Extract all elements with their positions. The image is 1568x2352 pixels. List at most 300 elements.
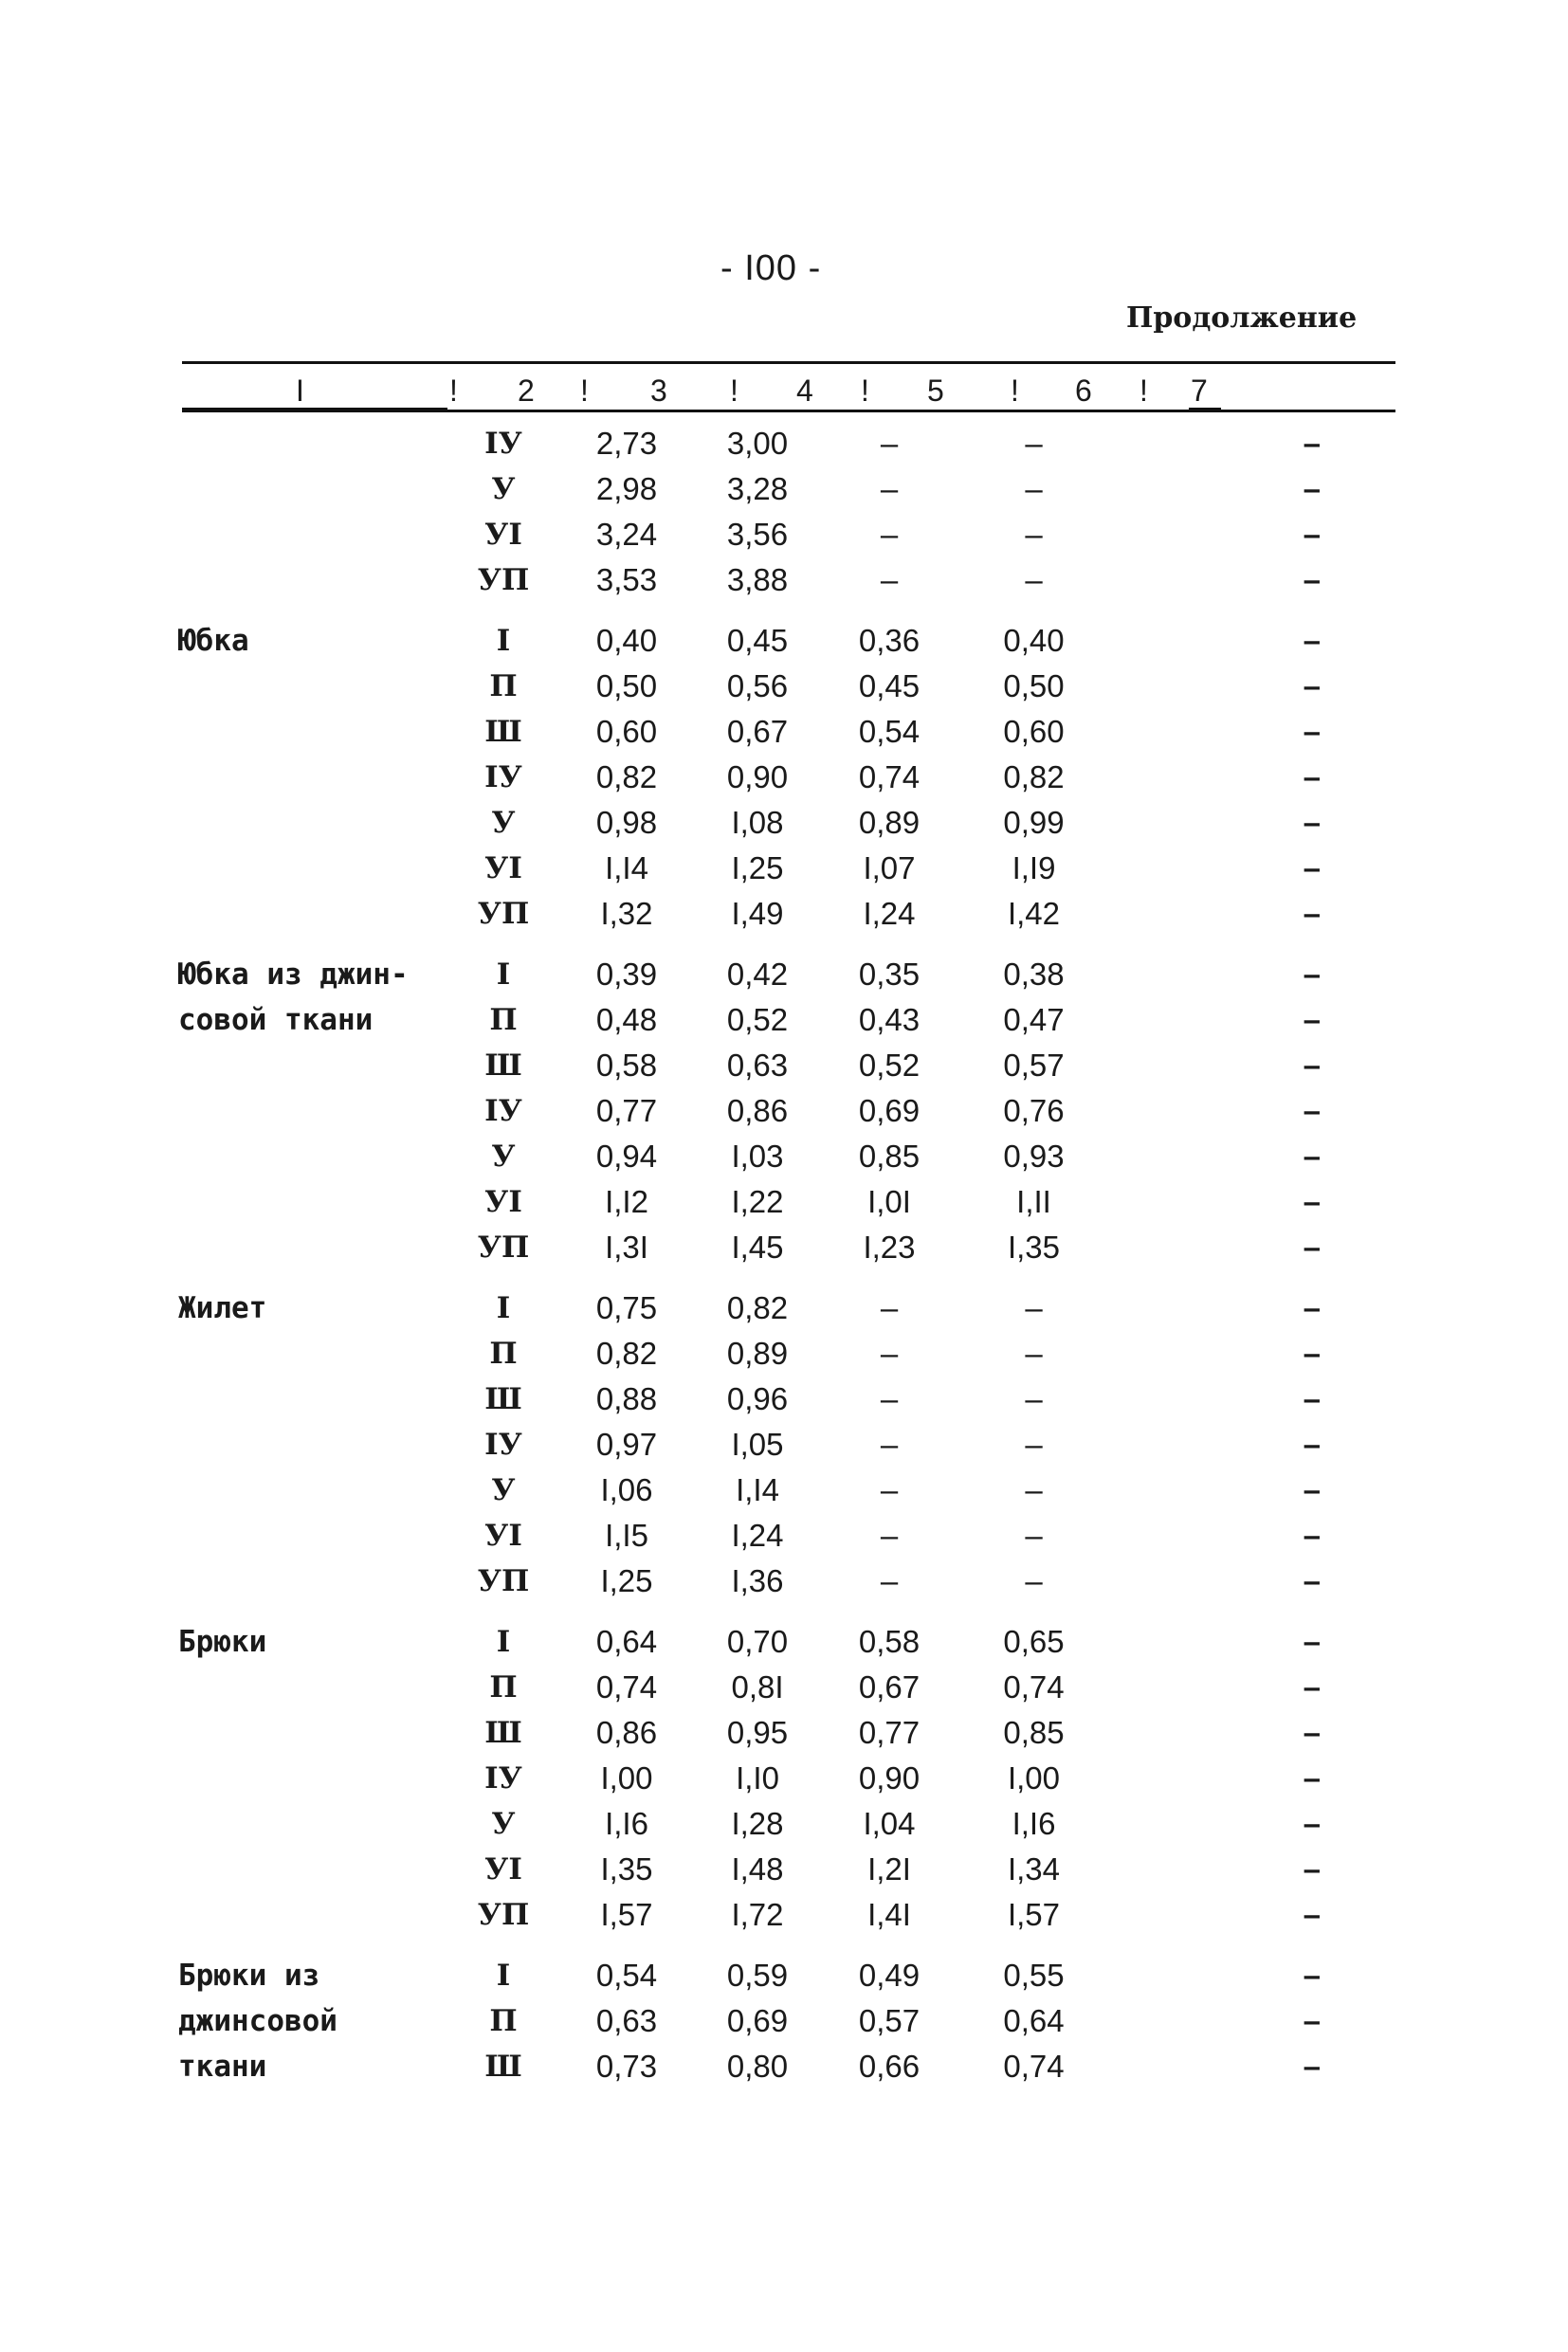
table-body (178, 421, 1321, 2089)
item-name-cell (178, 557, 446, 603)
item-name-cell (178, 709, 446, 755)
table-row (178, 1088, 1321, 1134)
cell-col-5: 0,54 (858, 714, 921, 749)
cell-col-4: 0,42 (726, 957, 789, 992)
cell-col-2: П (489, 669, 518, 703)
cell-col-3: 0,86 (595, 1715, 658, 1750)
cell-col-4: 0,70 (726, 1624, 789, 1659)
table-row (178, 1938, 1321, 1998)
cell-col-4: 3,00 (726, 426, 789, 461)
cell-col-7: – (1303, 805, 1321, 840)
cell-col-2: У (491, 472, 516, 506)
header-separator: ! (580, 374, 589, 408)
cell-col-7: – (1303, 1563, 1321, 1598)
cell-col-3: 0,58 (595, 1048, 658, 1083)
table-row (178, 1422, 1321, 1468)
cell-col-5: I,0I (867, 1184, 911, 1219)
item-name: Брюки из (178, 1959, 320, 1993)
cell-col-7: – (1303, 1230, 1321, 1265)
cell-col-4: 0,80 (726, 2049, 789, 2084)
cell-col-6: 0,60 (1003, 714, 1065, 749)
cell-col-7: – (1303, 1427, 1321, 1462)
table-row (178, 1559, 1321, 1604)
table-row (178, 421, 1321, 466)
cell-col-7: – (1303, 1669, 1321, 1705)
cell-col-5: 0,85 (858, 1139, 921, 1174)
table-row (178, 891, 1321, 937)
cell-col-6: – (1025, 562, 1043, 597)
cell-col-4: I,72 (731, 1897, 784, 1932)
column-header-5: 5 (927, 374, 944, 408)
table-row (178, 846, 1321, 891)
cell-col-2: УП (477, 1231, 530, 1265)
item-name-cell (178, 1179, 446, 1225)
item-name-cell (178, 997, 446, 1043)
cell-col-3: I,00 (600, 1760, 653, 1796)
cell-col-7: – (1303, 714, 1321, 749)
cell-col-3: 3,53 (595, 562, 658, 597)
cell-col-5: 0,77 (858, 1715, 921, 1750)
table-row (178, 1847, 1321, 1892)
cell-col-2: У (491, 1807, 516, 1841)
cell-col-4: I,48 (731, 1851, 784, 1887)
table-row (178, 1134, 1321, 1179)
cell-col-6: 0,76 (1003, 1093, 1065, 1128)
cell-col-3: I,57 (600, 1897, 653, 1932)
cell-col-3: I,25 (600, 1563, 653, 1598)
item-name-cell (178, 1847, 446, 1892)
cell-col-7: – (1303, 471, 1321, 506)
cell-col-2: IУ (484, 1094, 522, 1128)
item-name: совой ткани (178, 1003, 374, 1037)
cell-col-2: Ш (484, 2050, 522, 2084)
cell-col-5: 0,69 (858, 1093, 921, 1128)
cell-col-7: – (1303, 1760, 1321, 1796)
cell-col-5: – (880, 471, 899, 506)
table-row (178, 603, 1321, 664)
cell-col-6: 0,64 (1003, 2003, 1065, 2038)
cell-col-2: УП (477, 897, 530, 931)
cell-col-7: – (1303, 1806, 1321, 1841)
table-row (178, 800, 1321, 846)
cell-col-7: – (1303, 623, 1321, 658)
cell-col-6: – (1025, 517, 1043, 552)
table-row (178, 2044, 1321, 2089)
cell-col-3: 0,88 (595, 1381, 658, 1416)
table-row (178, 1801, 1321, 1847)
cell-col-3: 0,98 (595, 805, 658, 840)
page-number: - I00 - (720, 248, 822, 288)
cell-col-4: 3,56 (726, 517, 789, 552)
cell-col-5: – (880, 1381, 899, 1416)
header-separator: ! (730, 374, 738, 408)
cell-col-5: 0,35 (858, 957, 921, 992)
table-row (178, 1892, 1321, 1938)
cell-col-7: – (1303, 1002, 1321, 1037)
table-row (178, 1331, 1321, 1377)
cell-col-7: – (1303, 1518, 1321, 1553)
table-row (178, 709, 1321, 755)
table-row (178, 1225, 1321, 1270)
cell-col-3: 0,77 (595, 1093, 658, 1128)
cell-col-3: I,I5 (605, 1518, 648, 1553)
cell-col-2: У (491, 1473, 516, 1507)
cell-col-6: 0,57 (1003, 1048, 1065, 1083)
cell-col-6: – (1025, 1472, 1043, 1507)
cell-col-2: УП (477, 1564, 530, 1598)
cell-col-3: 2,98 (595, 471, 658, 506)
cell-col-6: 0,93 (1003, 1139, 1065, 1174)
item-name-cell (178, 2044, 446, 2089)
cell-col-5: 0,74 (858, 759, 921, 794)
cell-col-2: УI (484, 518, 522, 552)
item-name-cell (178, 755, 446, 800)
cell-col-3: 0,74 (595, 1669, 658, 1705)
cell-col-3: 0,40 (595, 623, 658, 658)
item-name-cell (178, 421, 446, 466)
cell-col-7: – (1303, 2003, 1321, 2038)
cell-col-3: 0,64 (595, 1624, 658, 1659)
cell-col-5: – (880, 1518, 899, 1553)
item-name-cell (178, 603, 446, 664)
cell-col-5: 0,66 (858, 2049, 921, 2084)
cell-col-6: I,35 (1007, 1230, 1061, 1265)
cell-col-2: УI (484, 851, 522, 885)
cell-col-5: 0,57 (858, 2003, 921, 2038)
cell-col-7: – (1303, 1472, 1321, 1507)
cell-col-6: 0,65 (1003, 1624, 1065, 1659)
cell-col-4: 0,69 (726, 2003, 789, 2038)
cell-col-7: – (1303, 1897, 1321, 1932)
table-row (178, 937, 1321, 997)
cell-col-6: 0,47 (1003, 1002, 1065, 1037)
cell-col-2: У (491, 1140, 516, 1174)
table-row (178, 466, 1321, 512)
cell-col-4: 0,63 (726, 1048, 789, 1083)
cell-col-4: 0,45 (726, 623, 789, 658)
cell-col-2: УП (477, 1898, 530, 1932)
cell-col-7: – (1303, 2049, 1321, 2084)
column-header-1: I (296, 374, 304, 408)
cell-col-6: – (1025, 1563, 1043, 1598)
item-name-cell (178, 1998, 446, 2044)
cell-col-3: 0,97 (595, 1427, 658, 1462)
cell-col-5: 0,49 (858, 1958, 921, 1993)
cell-col-6: I,II (1016, 1184, 1051, 1219)
cell-col-7: – (1303, 517, 1321, 552)
column-header-7: 7 (1191, 374, 1208, 408)
cell-col-5: 0,58 (858, 1624, 921, 1659)
item-name-cell (178, 1513, 446, 1559)
cell-col-2: Ш (484, 715, 522, 749)
cell-col-4: 0,90 (726, 759, 789, 794)
cell-col-5: 0,36 (858, 623, 921, 658)
item-name-cell (178, 1665, 446, 1710)
cell-col-4: 0,59 (726, 1958, 789, 1993)
item-name-cell (178, 891, 446, 937)
cell-col-7: – (1303, 1139, 1321, 1174)
item-name-cell (178, 1134, 446, 1179)
cell-col-2: Ш (484, 1716, 522, 1750)
cell-col-2: Ш (484, 1048, 522, 1083)
cell-col-6: 0,74 (1003, 1669, 1065, 1705)
table-row (178, 1179, 1321, 1225)
cell-col-7: – (1303, 1624, 1321, 1659)
cell-col-6: 0,82 (1003, 759, 1065, 794)
cell-col-7: – (1303, 562, 1321, 597)
table-row (178, 1377, 1321, 1422)
item-name-cell (178, 1331, 446, 1377)
table-row (178, 1043, 1321, 1088)
cell-col-3: I,35 (600, 1851, 653, 1887)
cell-col-6: I,42 (1007, 896, 1061, 931)
item-name-cell (178, 1422, 446, 1468)
cell-col-3: I,I4 (605, 850, 648, 885)
cell-col-6: – (1025, 1336, 1043, 1371)
table-row (178, 1710, 1321, 1756)
item-name: джинсовой (178, 2004, 337, 2038)
cell-col-2: УП (477, 563, 530, 597)
cell-col-5: – (880, 426, 899, 461)
item-name-cell (178, 846, 446, 891)
cell-col-6: I,34 (1007, 1851, 1061, 1887)
cell-col-6: I,I6 (1012, 1806, 1056, 1841)
cell-col-3: 0,75 (595, 1290, 658, 1325)
cell-col-2: П (489, 1003, 518, 1037)
cell-col-4: I,25 (731, 850, 784, 885)
cell-col-5: 0,43 (858, 1002, 921, 1037)
table-row (178, 1604, 1321, 1665)
cell-col-5: 0,90 (858, 1760, 921, 1796)
cell-col-2: IУ (484, 427, 522, 461)
cell-col-5: I,23 (863, 1230, 916, 1265)
header-separator: ! (449, 374, 458, 408)
cell-col-5: – (880, 562, 899, 597)
cell-col-5: – (880, 1336, 899, 1371)
cell-col-3: 0,54 (595, 1958, 658, 1993)
cell-col-4: I,49 (731, 896, 784, 931)
cell-col-3: 0,82 (595, 759, 658, 794)
cell-col-3: 2,73 (595, 426, 658, 461)
table-row (178, 664, 1321, 709)
cell-col-3: I,32 (600, 896, 653, 931)
cell-col-3: I,3I (605, 1230, 648, 1265)
item-name-cell (178, 1468, 446, 1513)
cell-col-3: I,06 (600, 1472, 653, 1507)
cell-col-2: П (489, 1337, 518, 1371)
table-row (178, 1513, 1321, 1559)
cell-col-6: 0,74 (1003, 2049, 1065, 2084)
table-row (178, 1270, 1321, 1331)
cell-col-2: IУ (484, 1428, 522, 1462)
cell-col-4: 0,82 (726, 1290, 789, 1325)
item-name-cell (178, 1710, 446, 1756)
cell-col-6: – (1025, 426, 1043, 461)
cell-col-5: – (880, 1472, 899, 1507)
cell-col-6: 0,50 (1003, 668, 1065, 703)
cell-col-4: I,08 (731, 805, 784, 840)
cell-col-7: – (1303, 759, 1321, 794)
data-table (178, 421, 1321, 2089)
header-separator: ! (1140, 374, 1148, 408)
item-name: ткани (178, 2050, 267, 2084)
cell-col-2: I (496, 624, 511, 658)
cell-col-5: 0,67 (858, 1669, 921, 1705)
cell-col-3: 0,60 (595, 714, 658, 749)
cell-col-6: I,00 (1007, 1760, 1061, 1796)
cell-col-5: – (880, 1427, 899, 1462)
cell-col-4: I,24 (731, 1518, 784, 1553)
cell-col-4: 3,28 (726, 471, 789, 506)
cell-col-5: I,04 (863, 1806, 916, 1841)
item-name-cell (178, 937, 446, 997)
column-header-3: 3 (650, 374, 667, 408)
cell-col-6: 0,85 (1003, 1715, 1065, 1750)
table-header-bottom-rule (182, 410, 1395, 412)
item-name: Юбка (178, 624, 249, 658)
cell-col-5: 0,89 (858, 805, 921, 840)
table-row (178, 512, 1321, 557)
table-row (178, 755, 1321, 800)
cell-col-2: УI (484, 1852, 522, 1887)
item-name-cell (178, 1756, 446, 1801)
cell-col-2: Ш (484, 1382, 522, 1416)
table-row (178, 997, 1321, 1043)
cell-col-4: I,I0 (736, 1760, 779, 1796)
cell-col-6: – (1025, 1290, 1043, 1325)
header-separator: ! (1011, 374, 1019, 408)
cell-col-6: – (1025, 1381, 1043, 1416)
cell-col-7: – (1303, 1851, 1321, 1887)
cell-col-2: I (496, 1959, 511, 1993)
table-top-rule (182, 361, 1395, 364)
cell-col-3: 0,82 (595, 1336, 658, 1371)
cell-col-6: 0,55 (1003, 1958, 1065, 1993)
column-header-6: 6 (1075, 374, 1092, 408)
cell-col-3: I,I6 (605, 1806, 648, 1841)
cell-col-7: – (1303, 668, 1321, 703)
item-name-cell (178, 664, 446, 709)
cell-col-6: 0,99 (1003, 805, 1065, 840)
item-name-cell (178, 1559, 446, 1604)
cell-col-7: – (1303, 1715, 1321, 1750)
item-name-cell (178, 800, 446, 846)
cell-col-4: I,05 (731, 1427, 784, 1462)
item-name-cell (178, 466, 446, 512)
cell-col-3: 0,50 (595, 668, 658, 703)
cell-col-3: 0,39 (595, 957, 658, 992)
cell-col-3: I,I2 (605, 1184, 648, 1219)
item-name-cell (178, 1088, 446, 1134)
item-name: Жилет (178, 1291, 267, 1325)
cell-col-7: – (1303, 850, 1321, 885)
cell-col-4: 0,56 (726, 668, 789, 703)
item-name: Брюки (178, 1625, 267, 1659)
cell-col-5: I,07 (863, 850, 916, 885)
cell-col-2: П (489, 1670, 518, 1705)
cell-col-4: 0,86 (726, 1093, 789, 1128)
cell-col-6: – (1025, 1427, 1043, 1462)
cell-col-5: I,4I (867, 1897, 911, 1932)
item-name-cell (178, 1043, 446, 1088)
item-name-cell (178, 1270, 446, 1331)
cell-col-5: I,2I (867, 1851, 911, 1887)
cell-col-2: I (496, 957, 511, 992)
cell-col-7: – (1303, 1290, 1321, 1325)
cell-col-4: 0,95 (726, 1715, 789, 1750)
item-name: Юбка из джин- (178, 957, 409, 992)
item-name-cell (178, 1938, 446, 1998)
item-name-cell (178, 1225, 446, 1270)
cell-col-5: 0,52 (858, 1048, 921, 1083)
cell-col-7: – (1303, 896, 1321, 931)
cell-col-3: 3,24 (595, 517, 658, 552)
item-name-cell (178, 1377, 446, 1422)
cell-col-7: – (1303, 1048, 1321, 1083)
cell-col-5: – (880, 1290, 899, 1325)
cell-col-7: – (1303, 1958, 1321, 1993)
cell-col-6: I,57 (1007, 1897, 1061, 1932)
item-name-cell (178, 1892, 446, 1938)
cell-col-7: – (1303, 957, 1321, 992)
cell-col-6: 0,38 (1003, 957, 1065, 992)
cell-col-2: IУ (484, 760, 522, 794)
table-row (178, 1756, 1321, 1801)
table-row (178, 1998, 1321, 2044)
cell-col-7: – (1303, 1336, 1321, 1371)
cell-col-5: – (880, 517, 899, 552)
cell-col-3: 0,73 (595, 2049, 658, 2084)
cell-col-2: I (496, 1625, 511, 1659)
column-header-2: 2 (518, 374, 535, 408)
cell-col-2: УI (484, 1519, 522, 1553)
cell-col-4: I,22 (731, 1184, 784, 1219)
cell-col-5: – (880, 1563, 899, 1598)
item-name-cell (178, 1604, 446, 1665)
cell-col-2: У (491, 806, 516, 840)
cell-col-7: – (1303, 1093, 1321, 1128)
table-row (178, 557, 1321, 603)
cell-col-2: П (489, 2004, 518, 2038)
cell-col-4: 0,8I (731, 1669, 784, 1705)
item-name-cell (178, 1801, 446, 1847)
cell-col-7: – (1303, 1184, 1321, 1219)
item-name-cell (178, 512, 446, 557)
cell-col-4: I,I4 (736, 1472, 779, 1507)
cell-col-7: – (1303, 1381, 1321, 1416)
cell-col-4: 0,89 (726, 1336, 789, 1371)
cell-col-2: УI (484, 1185, 522, 1219)
cell-col-4: 0,67 (726, 714, 789, 749)
continuation-label: Продолжение (1126, 301, 1358, 335)
cell-col-5: 0,45 (858, 668, 921, 703)
cell-col-4: 0,52 (726, 1002, 789, 1037)
cell-col-6: – (1025, 471, 1043, 506)
cell-col-6: 0,40 (1003, 623, 1065, 658)
cell-col-5: I,24 (863, 896, 916, 931)
cell-col-6: I,I9 (1012, 850, 1056, 885)
table-row (178, 1665, 1321, 1710)
cell-col-4: I,45 (731, 1230, 784, 1265)
cell-col-3: 0,94 (595, 1139, 658, 1174)
cell-col-4: 3,88 (726, 562, 789, 597)
cell-col-6: – (1025, 1518, 1043, 1553)
cell-col-2: IУ (484, 1761, 522, 1796)
cell-col-4: I,28 (731, 1806, 784, 1841)
column-header-4: 4 (796, 374, 813, 408)
cell-col-3: 0,48 (595, 1002, 658, 1037)
cell-col-4: I,36 (731, 1563, 784, 1598)
